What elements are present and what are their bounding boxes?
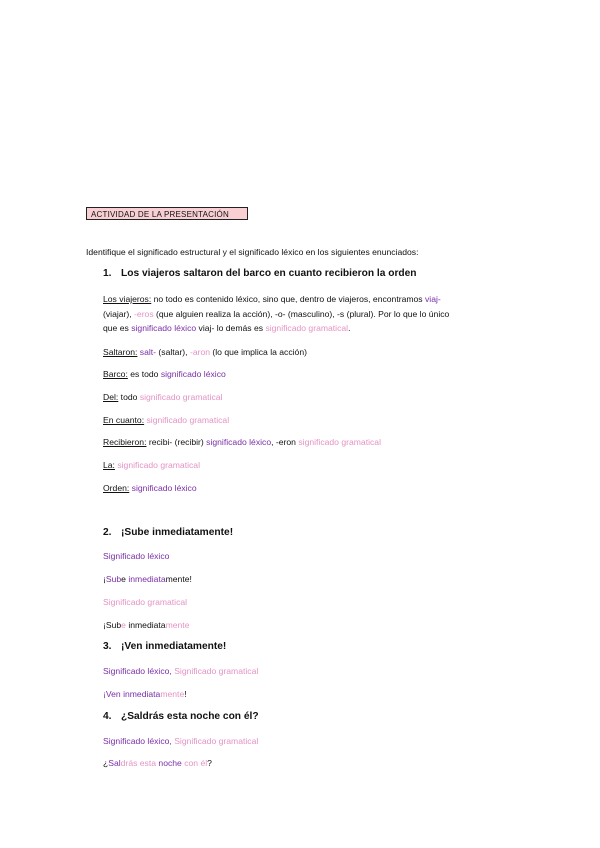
text: ? xyxy=(207,758,212,768)
grammatical-label: significado gramatical xyxy=(117,460,200,470)
heading-2 xyxy=(103,527,233,538)
viajeros-line-2 xyxy=(103,309,449,319)
barco-line xyxy=(103,369,226,379)
text: ¡ xyxy=(103,689,106,699)
viajeros-line-3 xyxy=(103,323,350,333)
term-label: Del: xyxy=(103,392,119,402)
heading-text: ¡Sube inmediatamente! xyxy=(121,527,234,538)
lexical-caption: Significado léxico xyxy=(103,551,170,561)
grammatical-label: significado gramatical xyxy=(265,323,349,333)
text: inmediata xyxy=(125,620,166,630)
term-label: Los viajeros: xyxy=(103,294,152,304)
lexical-morpheme: salt- xyxy=(139,347,157,357)
text: es todo xyxy=(127,369,161,379)
grammatical-label: significado gramatical xyxy=(139,392,223,402)
lexical-morpheme: noche xyxy=(158,758,182,768)
term-label: Saltaron: xyxy=(103,347,138,357)
heading-text: Los viajeros saltaron del barco en cuanto recibieron la orden xyxy=(121,268,417,279)
term-label: La: xyxy=(103,460,115,470)
heading-number: 2. xyxy=(103,527,112,538)
heading-3 xyxy=(103,641,226,652)
heading-number: 4. xyxy=(103,711,112,722)
heading-text: ¿Saldrás esta noche con él? xyxy=(121,711,259,722)
instructions: Identifique el significado estructural y el significado léxico en los siguientes enunciados: xyxy=(86,247,419,257)
term-label: Barco: xyxy=(103,369,128,379)
heading-text: ¡Ven inmediatamente! xyxy=(121,641,227,652)
lexical-morpheme: Sub xyxy=(105,574,122,584)
lexical-morpheme: Ven inmediata xyxy=(105,689,161,699)
lexical-caption: Significado léxico xyxy=(103,666,170,676)
lexical-label: significado léxico xyxy=(131,323,197,333)
grammatical-example xyxy=(103,620,189,630)
text: ¡ xyxy=(103,574,106,584)
grammatical-label: significado gramatical xyxy=(146,415,230,425)
heading-4 xyxy=(103,711,259,722)
text: ! xyxy=(184,689,187,699)
text: (saltar), xyxy=(156,347,190,357)
lexical-morpheme: Sal xyxy=(108,758,121,768)
text: ¿ xyxy=(103,758,109,768)
lexical-morpheme: inmediata xyxy=(128,574,166,584)
text: (lo que implica la acción) xyxy=(210,347,307,357)
grammatical-morpheme: mente xyxy=(165,620,190,630)
text: (que alguien realiza la acción), -o- (masculino), -s (plural). Por lo que lo único xyxy=(153,309,450,319)
separator: , xyxy=(169,666,175,676)
lexical-morpheme: viaj- xyxy=(425,294,441,304)
saltaron-line xyxy=(103,347,307,357)
text: (viajar), xyxy=(103,309,135,319)
text: que es xyxy=(103,323,132,333)
text: todo xyxy=(118,392,140,402)
grammatical-morpheme: -aron xyxy=(189,347,211,357)
text: recibi- (recibir) xyxy=(146,437,207,447)
text: viaj- lo demás es xyxy=(196,323,266,333)
orden-line xyxy=(103,483,197,493)
grammatical-morpheme: esta xyxy=(139,758,157,768)
heading-number: 3. xyxy=(103,641,112,652)
activity-tag: ACTIVIDAD DE LA PRESENTACIÓN xyxy=(86,207,248,220)
viajeros-line-1 xyxy=(103,294,441,304)
caption-line xyxy=(103,736,258,746)
grammatical-morpheme: con él xyxy=(181,758,208,768)
grammatical-morpheme: mente xyxy=(160,689,185,699)
lexical-label: significado léxico xyxy=(160,369,226,379)
grammatical-caption: Significado gramatical xyxy=(174,736,259,746)
separator: , xyxy=(169,736,175,746)
recibieron-line xyxy=(103,437,381,447)
text: ¡Sub xyxy=(103,620,122,630)
lexical-label: significado léxico xyxy=(206,437,272,447)
grammatical-label: significado gramatical xyxy=(298,437,381,447)
text: . xyxy=(348,323,351,333)
example-line xyxy=(103,758,212,768)
grammatical-caption: Significado gramatical xyxy=(174,666,259,676)
lexical-example xyxy=(103,574,192,584)
grammatical-morpheme: e xyxy=(121,620,126,630)
lexical-label: significado léxico xyxy=(131,483,197,493)
example-line xyxy=(103,689,187,699)
caption-line xyxy=(103,666,258,676)
la-line xyxy=(103,460,200,470)
lexical-caption: Significado léxico xyxy=(103,736,170,746)
del-line xyxy=(103,392,222,402)
text: mente! xyxy=(165,574,192,584)
grammatical-morpheme: drás xyxy=(120,758,138,768)
heading-number: 1. xyxy=(103,268,112,279)
text: , -eron xyxy=(271,437,299,447)
grammatical-caption: Significado gramatical xyxy=(103,597,188,607)
text: e xyxy=(121,574,129,584)
text: no todo es contenido léxico, sino que, dentro de viajeros, encontramos xyxy=(151,294,425,304)
grammatical-morpheme: -eros xyxy=(134,309,154,319)
encuanto-line xyxy=(103,415,229,425)
term-label: Orden: xyxy=(103,483,130,493)
term-label: Recibieron: xyxy=(103,437,147,447)
term-label: En cuanto: xyxy=(103,415,145,425)
heading-1 xyxy=(103,268,417,279)
